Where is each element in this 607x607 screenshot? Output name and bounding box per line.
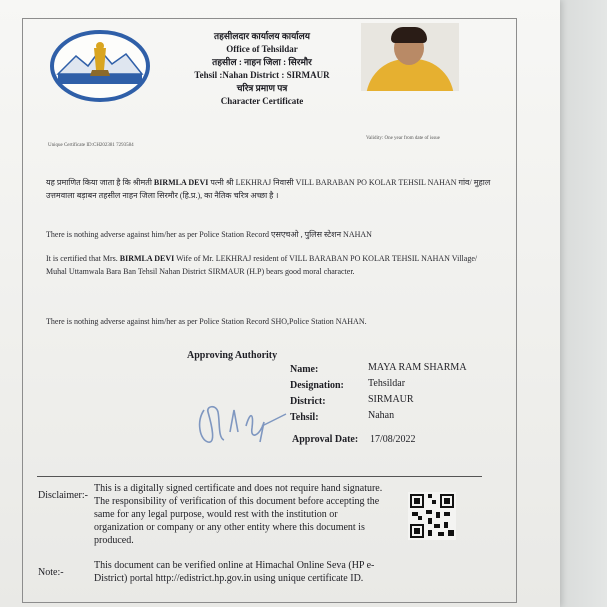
applicant-photo (361, 23, 459, 91)
tehsil-district: Tehsil :Nahan District : SIRMAUR (194, 70, 330, 80)
name-label: Name: (290, 364, 319, 375)
footer-divider (37, 476, 482, 477)
note-label: Note:- (38, 567, 64, 578)
himachal-emblem-icon (50, 30, 150, 102)
tehsil-label: Tehsil: (290, 412, 319, 423)
tehsil-hindi: तहसील : नाहन जिला : सिरमौर (212, 57, 312, 67)
certificate-header (172, 30, 352, 108)
english-name: BIRMLA DEVI (119, 254, 175, 263)
name-value: MAYA RAM SHARMA (368, 362, 467, 373)
designation-label: Designation: (290, 380, 344, 391)
qr-code-icon (408, 492, 456, 540)
district-label: District: (290, 396, 326, 407)
note-text: This document can be verified online at Himachal Online Seva (HP e-District) portal http://edistrict.hp.gov.in using unique certificate ID. (94, 560, 375, 584)
designation-value: Tehsildar (368, 378, 406, 389)
certificate-id: Unique Certificate ID:CH202381 7293584 (48, 143, 134, 148)
english-nothing-adverse: There is nothing adverse against him/her as per Police Station Record SHO,Police Station NAHAN. (46, 317, 367, 326)
hindi-paragraph: यह प्रमाणित किया जाता है कि श्रीमती BIRMLA DEVI पत्नी श्री LEKHRAJ निवासी VILL BARABAN PO KOLAR TEHSIL NAHAN गांव/ मुहाल उत्तमवाला बड़ाबन तहसील नाहन जिला सिरमौर (हि.प्र.), का नैतिक चरित्र अच्छा है । (46, 178, 491, 200)
approval-date-label: Approval Date: (292, 434, 359, 445)
tehsil-value: Nahan (368, 410, 395, 421)
english-paragraph: It is certified that Mrs. BIRMLA DEVI Wife of Mr. LEKHRAJ resident of VILL BARABAN PO KOLAR TEHSIL NAHAN Village/ Muhal Uttamwala Bara Ban Tehsil Nahan District SIRMAUR (H.P) bears good moral character. (46, 254, 478, 276)
approving-authority-title: Approving Authority (187, 350, 278, 361)
approval-date-value: 17/08/2022 (370, 434, 416, 445)
office-title: Office of Tehsildar (226, 44, 298, 54)
certificate-title: Character Certificate (220, 96, 304, 106)
certificate-hindi: चरित्र प्रमाण पत्र (236, 83, 288, 93)
office-hindi: तहसीलदार कार्यालय कार्यालय (214, 31, 310, 41)
disclaimer-label: Disclaimer:- (38, 490, 88, 501)
disclaimer-text: This is a digitally signed certificate and does not require hand signature. The responsibility of verification of this document before accepting the same for any legal purpose, would rest with the institution or organization or company or any other entity where this document is produced. (94, 483, 383, 546)
hindi-nothing-adverse: There is nothing adverse against him/her as per Police Station Record एसएचओ , पुलिस स्टेशन NAHAN (46, 230, 372, 239)
hindi-name: BIRMLA DEVI (153, 178, 209, 187)
handwritten-signature (190, 392, 295, 454)
validity-text: Validity: One year from date of issue (366, 136, 440, 141)
district-value: SIRMAUR (368, 394, 414, 405)
